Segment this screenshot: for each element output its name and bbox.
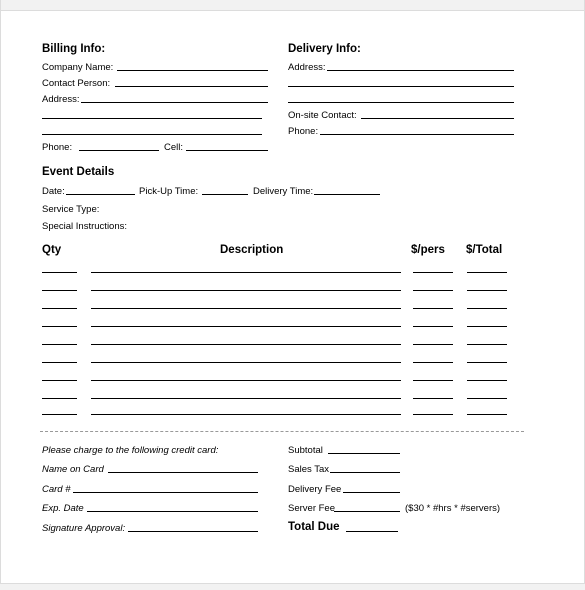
cell-field[interactable]	[186, 150, 268, 151]
row-description-field[interactable]	[91, 414, 401, 415]
onsite-contact-field[interactable]	[361, 118, 514, 119]
row-description-field[interactable]	[91, 272, 401, 273]
row-qty-field[interactable]	[42, 414, 77, 415]
delivery-heading: Delivery Info:	[288, 43, 361, 55]
delivery-address-label: Address:	[288, 62, 326, 73]
qty-header: Qty	[42, 244, 62, 256]
row-total-field[interactable]	[467, 414, 507, 415]
billing-heading: Billing Info:	[42, 43, 106, 55]
row-qty-field[interactable]	[42, 398, 77, 399]
row-per-person-field[interactable]	[413, 344, 453, 345]
row-total-field[interactable]	[467, 398, 507, 399]
billing-address-line3[interactable]	[42, 134, 262, 135]
row-per-person-field[interactable]	[413, 414, 453, 415]
viewer-left-edge	[0, 0, 1, 590]
card-number-label: Card #	[42, 484, 71, 495]
billing-address-label: Address:	[42, 94, 80, 105]
row-total-field[interactable]	[467, 308, 507, 309]
row-qty-field[interactable]	[42, 308, 77, 309]
payment-intro: Please charge to the following credit card:	[42, 445, 219, 456]
viewer-top-bar	[0, 0, 585, 11]
row-description-field[interactable]	[91, 326, 401, 327]
row-per-person-field[interactable]	[413, 380, 453, 381]
row-total-field[interactable]	[467, 362, 507, 363]
row-qty-field[interactable]	[42, 272, 77, 273]
onsite-contact-label: On-site Contact:	[288, 110, 357, 121]
total-header: $/Total	[466, 244, 503, 256]
pickup-time-field[interactable]	[202, 194, 248, 195]
billing-phone-field[interactable]	[79, 150, 159, 151]
total-due-label: Total Due	[288, 521, 340, 533]
subtotal-label: Subtotal	[288, 445, 323, 456]
signature-label: Signature Approval:	[42, 523, 126, 534]
row-total-field[interactable]	[467, 290, 507, 291]
row-total-field[interactable]	[467, 380, 507, 381]
delivery-address-line3[interactable]	[288, 102, 514, 103]
sales-tax-label: Sales Tax	[288, 464, 330, 475]
row-per-person-field[interactable]	[413, 362, 453, 363]
row-description-field[interactable]	[91, 380, 401, 381]
section-divider	[40, 431, 524, 432]
row-qty-field[interactable]	[42, 290, 77, 291]
total-due-field[interactable]	[346, 531, 398, 532]
row-per-person-field[interactable]	[413, 326, 453, 327]
row-qty-field[interactable]	[42, 362, 77, 363]
exp-date-field[interactable]	[87, 511, 258, 512]
server-fee-field[interactable]	[334, 511, 400, 512]
billing-phone-label: Phone:	[42, 142, 73, 153]
row-total-field[interactable]	[467, 344, 507, 345]
contact-person-field[interactable]	[115, 86, 268, 87]
delivery-fee-label: Delivery Fee	[288, 484, 342, 495]
subtotal-field[interactable]	[328, 453, 400, 454]
row-qty-field[interactable]	[42, 326, 77, 327]
row-qty-field[interactable]	[42, 380, 77, 381]
delivery-time-label: Delivery Time:	[253, 186, 314, 197]
delivery-phone-label: Phone:	[288, 126, 319, 137]
exp-date-label: Exp. Date	[42, 503, 84, 514]
row-total-field[interactable]	[467, 272, 507, 273]
delivery-fee-field[interactable]	[343, 492, 400, 493]
row-per-person-field[interactable]	[413, 272, 453, 273]
company-name-label: Company Name:	[42, 62, 114, 73]
company-name-field[interactable]	[117, 70, 268, 71]
per-person-header: $/pers	[411, 244, 445, 256]
pickup-time-label: Pick-Up Time:	[139, 186, 199, 197]
row-description-field[interactable]	[91, 398, 401, 399]
server-fee-note: ($30 * #hrs * #servers)	[405, 503, 501, 514]
row-total-field[interactable]	[467, 326, 507, 327]
row-per-person-field[interactable]	[413, 398, 453, 399]
event-heading: Event Details	[42, 166, 115, 178]
row-description-field[interactable]	[91, 362, 401, 363]
row-per-person-field[interactable]	[413, 308, 453, 309]
row-description-field[interactable]	[91, 344, 401, 345]
delivery-phone-field[interactable]	[320, 134, 514, 135]
server-fee-label: Server Fee	[288, 503, 335, 514]
signature-field[interactable]	[128, 531, 258, 532]
special-instructions-label: Special Instructions:	[42, 221, 128, 232]
sales-tax-field[interactable]	[330, 472, 400, 473]
row-description-field[interactable]	[91, 308, 401, 309]
delivery-address-line2[interactable]	[288, 86, 514, 87]
description-header: Description	[220, 244, 284, 256]
billing-address-line2[interactable]	[42, 118, 262, 119]
viewer-bottom-bar	[0, 583, 585, 590]
billing-address-field[interactable]	[81, 102, 268, 103]
row-description-field[interactable]	[91, 290, 401, 291]
row-qty-field[interactable]	[42, 344, 77, 345]
row-per-person-field[interactable]	[413, 290, 453, 291]
delivery-time-field[interactable]	[314, 194, 380, 195]
delivery-address-field[interactable]	[327, 70, 514, 71]
service-type-label: Service Type:	[42, 204, 100, 215]
cell-label: Cell:	[164, 142, 184, 153]
date-label: Date:	[42, 186, 65, 197]
card-number-field[interactable]	[73, 492, 258, 493]
name-on-card-field[interactable]	[108, 472, 258, 473]
contact-person-label: Contact Person:	[42, 78, 111, 89]
date-field[interactable]	[66, 194, 135, 195]
name-on-card-label: Name on Card	[42, 464, 104, 475]
